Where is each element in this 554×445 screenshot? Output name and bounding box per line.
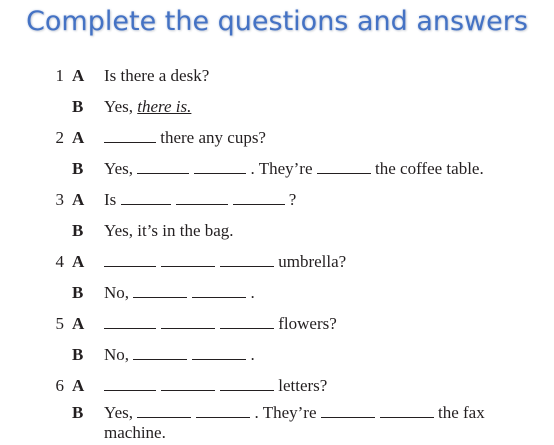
- answer-middle: . They’re: [254, 403, 317, 422]
- page-title: Complete the questions and answers: [26, 6, 528, 37]
- answer-blank[interactable]: [176, 190, 228, 205]
- answer-blank[interactable]: [233, 190, 285, 205]
- answer-blank[interactable]: [121, 190, 171, 205]
- answer-blank[interactable]: [220, 376, 274, 391]
- question-end: umbrella?: [278, 252, 347, 271]
- answer-middle: . They’re: [250, 159, 313, 178]
- speaker-label: A: [72, 252, 85, 271]
- speaker-label: A: [72, 66, 85, 85]
- answer-blank[interactable]: [192, 283, 246, 298]
- answer-end: the fax: [438, 403, 485, 422]
- answer-end: the coffee table.: [375, 159, 484, 178]
- answer-blank[interactable]: [321, 403, 375, 418]
- answer-blank[interactable]: [317, 159, 371, 174]
- answer-blank[interactable]: [137, 403, 191, 418]
- question-text: there any cups?: [160, 128, 266, 147]
- answer-blank[interactable]: [137, 159, 189, 174]
- item-number: 2: [55, 128, 64, 147]
- speaker-label: B: [72, 283, 84, 302]
- answer-prefix: Yes,: [104, 159, 133, 178]
- answer-prefix: Yes,: [104, 97, 133, 116]
- item-number: 4: [55, 252, 64, 271]
- answer-prefix: Yes,: [104, 403, 133, 422]
- speaker-label: B: [72, 403, 84, 422]
- answer-blank[interactable]: [161, 376, 215, 391]
- speaker-label: A: [72, 128, 85, 147]
- question-prefix: Is: [104, 190, 117, 209]
- answer-blank[interactable]: [380, 403, 434, 418]
- answer-blank[interactable]: [161, 314, 215, 329]
- answer-blank[interactable]: [161, 252, 215, 267]
- answer-blank[interactable]: [220, 314, 274, 329]
- answer-blank[interactable]: [133, 345, 187, 360]
- question-text: Is there a desk?: [104, 66, 210, 85]
- answer-text: Yes, it’s in the bag.: [104, 221, 234, 240]
- answer-blank[interactable]: [133, 283, 187, 298]
- answer-blank[interactable]: [104, 252, 156, 267]
- answer-prefix: No,: [104, 283, 130, 302]
- item-number: 1: [55, 66, 64, 85]
- answer-blank[interactable]: [104, 376, 156, 391]
- speaker-label: B: [72, 97, 84, 116]
- item-number: 3: [55, 190, 64, 209]
- answer-blank[interactable]: [104, 128, 156, 143]
- question-end: flowers?: [278, 314, 337, 333]
- item-number: 5: [55, 314, 64, 333]
- answer-continuation: machine.: [104, 423, 166, 442]
- answer-blank[interactable]: [194, 159, 246, 174]
- answer-prefix: No,: [104, 345, 130, 364]
- answer-blank[interactable]: [196, 403, 250, 418]
- answer-end: .: [250, 283, 255, 302]
- answer-blank[interactable]: [104, 314, 156, 329]
- speaker-label: A: [72, 376, 85, 395]
- question-end: ?: [288, 190, 297, 209]
- speaker-label: B: [72, 345, 84, 364]
- question-end: letters?: [278, 376, 328, 395]
- speaker-label: A: [72, 190, 85, 209]
- answer-blank[interactable]: [220, 252, 274, 267]
- speaker-label: B: [72, 221, 84, 240]
- speaker-label: B: [72, 159, 84, 178]
- example-answer: there is.: [137, 97, 192, 116]
- answer-end: .: [250, 345, 255, 364]
- speaker-label: A: [72, 314, 85, 333]
- item-number: 6: [55, 376, 64, 395]
- answer-blank[interactable]: [192, 345, 246, 360]
